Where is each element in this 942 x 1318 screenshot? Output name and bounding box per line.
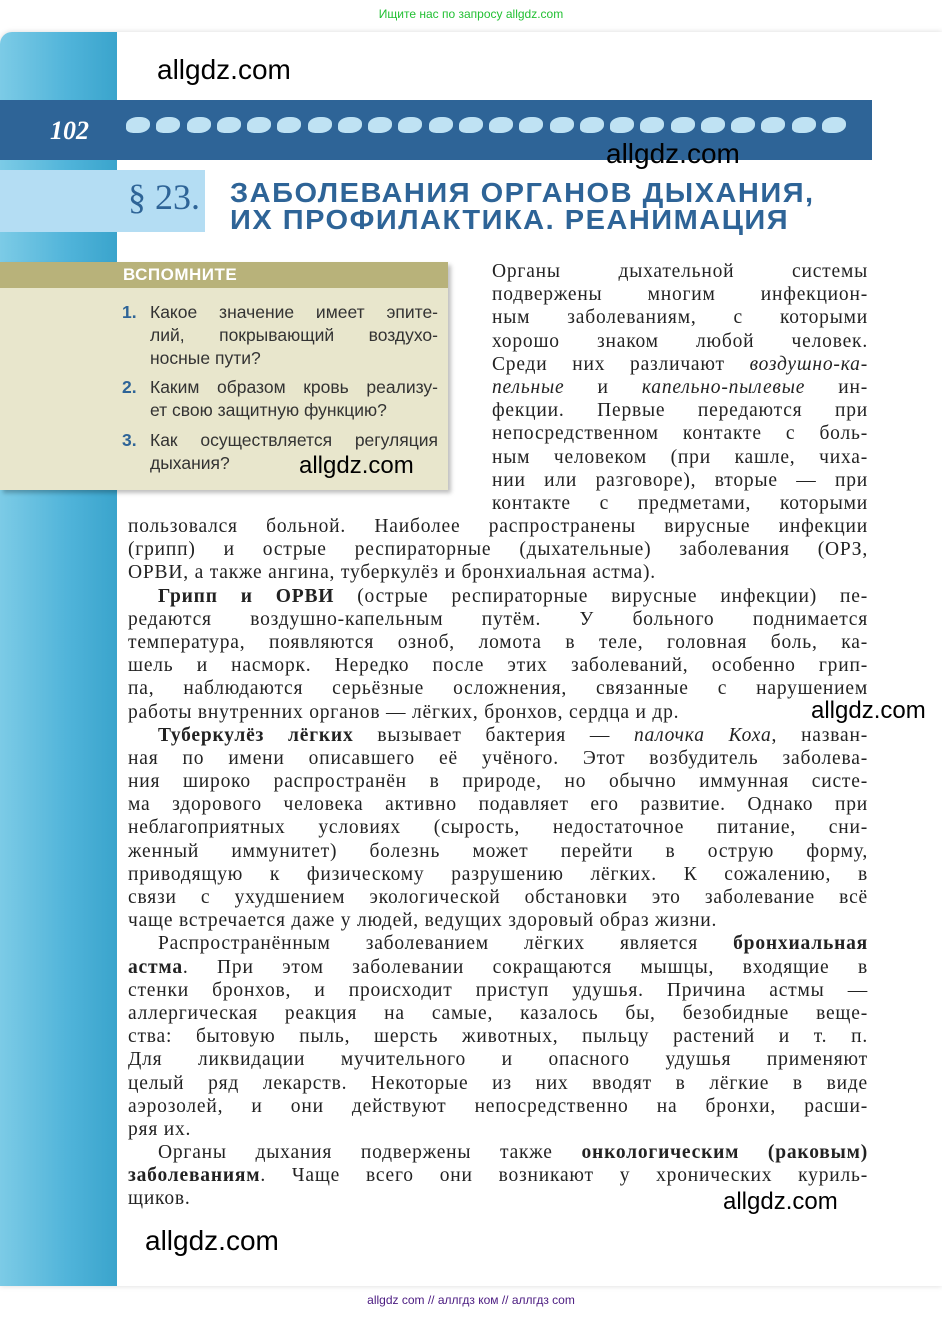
text-run: стенки бронхов, и происходит приступ удушья. Причина астмы — xyxy=(128,979,868,1001)
text-run: Органы дыхания подвержены также xyxy=(158,1142,582,1164)
animal-silhouette-icon xyxy=(792,117,816,133)
watermark: allgdz.com xyxy=(723,1188,838,1215)
text-run: шель и насморк. Нередко после этих заболеваний, особенно грип- xyxy=(128,655,868,677)
text-run: Среди них различают xyxy=(492,353,750,375)
text-line xyxy=(492,422,868,445)
text-run: ная по имени описавшего её учёного. Этот возбудитель заболева- xyxy=(128,747,868,769)
italic-term: палочка Коха xyxy=(634,724,772,746)
animal-silhouette-icon xyxy=(126,117,150,133)
text-run: (грипп) и острые респираторные (дыхательные) заболевания (ОРЗ, xyxy=(128,539,868,561)
text-run: . Чаще всего они возникают у хронических куриль- xyxy=(260,1165,868,1187)
question-number: 2. xyxy=(122,377,137,397)
textbook-page xyxy=(0,32,942,1286)
watermark: allgdz.com xyxy=(811,697,926,724)
text-line xyxy=(128,724,868,747)
animal-silhouette-icon xyxy=(519,117,543,133)
animal-silhouette-icon xyxy=(610,117,634,133)
recall-title: ВСПОМНИТЕ xyxy=(123,265,238,284)
text-run: неблагоприятных условиях (сырость, недостаточное питание, сни- xyxy=(128,817,868,839)
animal-silhouette-icon xyxy=(761,117,785,133)
watermark: allgdz.com xyxy=(606,138,740,169)
italic-term: воздушно-ка- xyxy=(749,353,868,375)
text-run: работы внутренних органов — лёгких, бронхов, сердца и др. xyxy=(128,701,680,723)
text-line xyxy=(128,1048,868,1071)
text-line xyxy=(128,631,868,654)
text-run: связи с ухудшением экологической обстановки это заболевание всё xyxy=(128,887,868,908)
text-line xyxy=(128,1002,868,1025)
section-title-line: ИХ ПРОФИЛАКТИКА. РЕАНИМАЦИЯ xyxy=(230,205,790,236)
text-run: подвержены многим инфекцион- xyxy=(492,284,868,306)
text-run: фекции. Первые передаются при xyxy=(492,400,868,422)
animal-silhouette-icon xyxy=(308,117,332,133)
body-text xyxy=(128,515,868,1211)
text-line xyxy=(492,353,868,376)
bold-term: заболеваниям xyxy=(128,1165,261,1187)
text-run: контакте с предметами, которыми xyxy=(492,492,868,514)
animal-silhouette-icon xyxy=(247,117,271,133)
text-line xyxy=(492,399,868,422)
text-run: , назван- xyxy=(771,724,868,746)
text-line xyxy=(128,816,868,839)
animal-silhouette-icon xyxy=(187,117,211,133)
text-run: аэрозолей, и они действуют непосредственно на бронхи, расши- xyxy=(128,1095,868,1117)
question-line: Как осуществляется регуляция xyxy=(150,430,438,450)
top-note: Ищите нас по запросу allgdz.com xyxy=(378,7,564,21)
animal-silhouette-icon xyxy=(489,117,513,133)
bold-term: астма xyxy=(128,956,183,978)
question-line: ет свою защитную функцию? xyxy=(150,400,387,420)
text-run: Для ликвидации мучительного и опасного удушья применяют xyxy=(128,1049,868,1071)
animal-silhouette-icon xyxy=(338,117,362,133)
text-line xyxy=(128,979,868,1002)
text-line xyxy=(128,677,868,700)
text-run: па, наблюдаются серьёзные осложнения, связанные с нарушением xyxy=(128,678,868,700)
text-run: хорошо знаком любой человек. xyxy=(492,330,868,352)
animal-silhouettes-decoration xyxy=(126,112,846,138)
question-line: дыхания? xyxy=(150,453,230,473)
watermark: allgdz.com xyxy=(157,54,291,85)
text-run: приводящую к физическому разрушению лёгких. К сожалению, в xyxy=(128,863,868,885)
text-line xyxy=(128,770,868,793)
italic-term: капельно-пылевые xyxy=(641,376,806,398)
text-run: ин- xyxy=(805,376,868,398)
text-line xyxy=(128,886,868,909)
text-run: ства: бытовую пыль, шерсть животных, пыльцу растений и т. п. xyxy=(128,1026,868,1048)
text-run: Распространённым заболеванием лёгких является xyxy=(158,933,734,955)
text-line xyxy=(128,585,868,608)
section-title xyxy=(230,178,815,236)
question-line: лий, покрывающий воздухо- xyxy=(150,325,438,345)
recall-question xyxy=(122,301,438,370)
text-run: щиков. xyxy=(128,1188,191,1210)
question-line: Каким образом кровь реализу- xyxy=(150,377,438,397)
text-line xyxy=(492,376,868,399)
text-line xyxy=(128,863,868,886)
animal-silhouette-icon xyxy=(217,117,241,133)
page-number: 102 xyxy=(50,116,89,145)
animal-silhouette-icon xyxy=(822,117,846,133)
animal-silhouette-icon xyxy=(640,117,664,133)
question-line: носные пути? xyxy=(150,348,261,368)
text-run: ОРВИ, а также ангина, туберкулёз и бронхиальная астма). xyxy=(128,562,656,584)
text-run: непосредственном контакте с боль- xyxy=(492,423,868,445)
text-run: чаще встречается даже у людей, ведущих здоровый образ жизни. xyxy=(128,910,718,932)
text-line xyxy=(128,561,868,584)
text-line xyxy=(128,654,868,677)
animal-silhouette-icon xyxy=(580,117,604,133)
watermark: allgdz.com xyxy=(299,452,414,479)
text-run: женный иммунитет) болезнь может перейти в острую форму, xyxy=(128,840,868,862)
text-run: ным заболеваниям, с которыми xyxy=(492,307,868,329)
text-line xyxy=(128,932,868,955)
text-line xyxy=(128,1025,868,1048)
text-run: ным человеком (при кашле, чиха- xyxy=(492,446,868,468)
text-run: ния широко распространён в природе, но обычно иммунная систе- xyxy=(128,771,868,793)
text-line xyxy=(492,492,868,515)
text-line xyxy=(128,1095,868,1118)
text-line xyxy=(492,283,868,306)
text-run: температура, появляются озноб, ломота в теле, головная боль, ка- xyxy=(128,631,868,653)
text-line xyxy=(492,330,868,353)
bold-term: Туберкулёз лёгких xyxy=(158,724,354,746)
watermark: allgdz.com xyxy=(145,1225,279,1256)
animal-silhouette-icon xyxy=(156,117,180,133)
animal-silhouette-icon xyxy=(459,117,483,133)
bold-term: Грипп и ОРВИ xyxy=(158,585,335,607)
text-line xyxy=(492,260,868,283)
question-line: Какое значение имеет эпите- xyxy=(150,302,438,322)
animal-silhouette-icon xyxy=(368,117,392,133)
text-run: ряя их. xyxy=(128,1118,192,1140)
text-line xyxy=(128,840,868,863)
animal-silhouette-icon xyxy=(731,117,755,133)
section-title-line: ЗАБОЛЕВАНИЯ ОРГАНОВ ДЫХАНИЯ, xyxy=(230,178,815,209)
bold-term: бронхиальная xyxy=(733,933,868,955)
recall-question xyxy=(122,376,438,422)
text-line xyxy=(128,701,868,724)
text-line xyxy=(128,909,868,932)
animal-silhouette-icon xyxy=(701,117,725,133)
animal-silhouette-icon xyxy=(671,117,695,133)
text-line xyxy=(128,608,868,631)
text-run: аллергическая реакция на самые, казалось бы, безобидные веще- xyxy=(128,1002,868,1024)
italic-term: пельные xyxy=(492,376,565,398)
right-column-text xyxy=(492,260,868,515)
question-number: 1. xyxy=(122,302,137,322)
text-line xyxy=(128,747,868,770)
text-run: ма здорового человека активно подавляет его развитие. Однако при xyxy=(128,794,868,816)
text-line xyxy=(128,515,868,538)
text-run: вызывает бактерия — xyxy=(353,724,634,746)
text-line xyxy=(128,956,868,979)
bold-term: онкологическим (раковым) xyxy=(581,1142,868,1164)
text-run: редаются воздушно-капельным путём. У больного поднимается xyxy=(128,608,868,630)
text-line xyxy=(492,469,868,492)
text-run: Органы дыхательной системы xyxy=(492,261,868,282)
recall-header xyxy=(0,262,448,288)
text-run: нии или разговоре), вторые — при xyxy=(492,469,868,491)
text-run: пользовался больной. Наиболее распространены вирусные инфекции xyxy=(128,516,868,537)
text-line xyxy=(128,1072,868,1095)
text-run: целый ряд лекарств. Некоторые из них вводят в лёгкие в виде xyxy=(128,1072,868,1094)
text-run: и xyxy=(564,376,642,398)
text-line xyxy=(492,446,868,469)
text-run: (острые респираторные вирусные инфекции) пе- xyxy=(334,585,868,607)
text-line xyxy=(128,1141,868,1164)
text-line xyxy=(492,306,868,329)
animal-silhouette-icon xyxy=(550,117,574,133)
text-line xyxy=(128,793,868,816)
animal-silhouette-icon xyxy=(429,117,453,133)
footer-note: allgdz com // аллгдз ком // аллгдз com xyxy=(367,1293,575,1307)
text-line xyxy=(128,1164,868,1187)
question-number: 3. xyxy=(122,430,137,450)
text-line xyxy=(128,1118,868,1141)
text-line xyxy=(128,538,868,561)
animal-silhouette-icon xyxy=(398,117,422,133)
section-number: § 23. xyxy=(128,177,200,217)
text-run: . При этом заболевании сокращаются мышцы, входящие в xyxy=(182,956,868,978)
animal-silhouette-icon xyxy=(277,117,301,133)
